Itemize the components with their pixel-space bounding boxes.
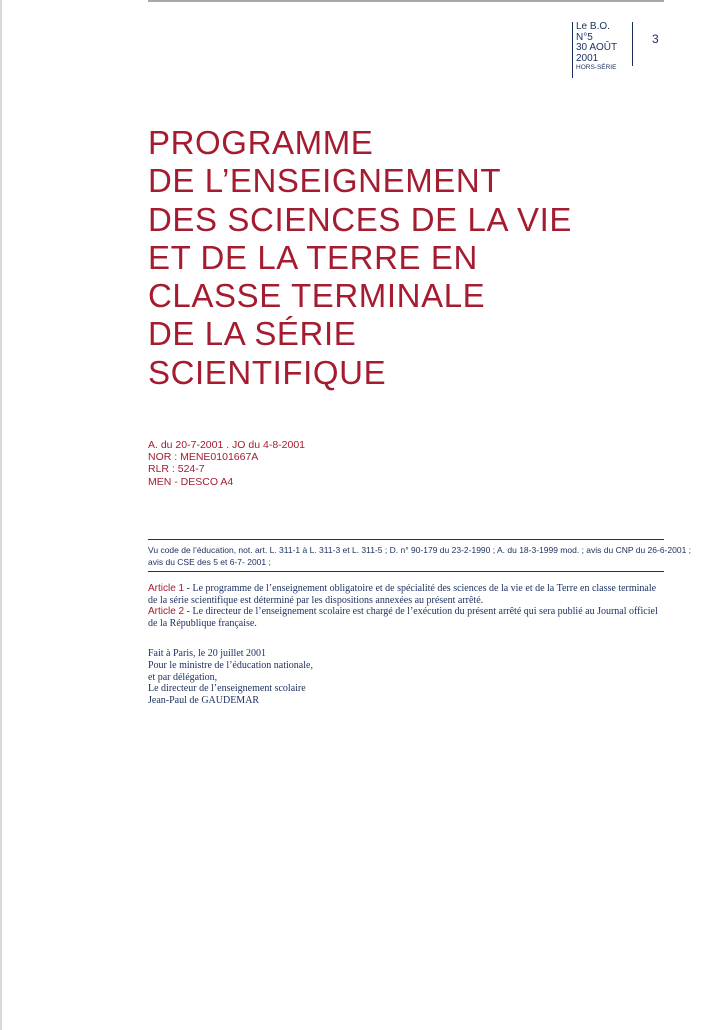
hors-serie-label: HORS-SÉRIE — [576, 64, 617, 72]
title-line: DE L’ENSEIGNEMENT — [148, 162, 502, 200]
title-line: PROGRAMME — [148, 124, 374, 161]
article-label: Article 2 — [148, 606, 185, 618]
reference-line: MEN - DESCO A4 — [148, 475, 234, 488]
visa-bottom-rule — [148, 571, 664, 572]
legal-references — [148, 439, 305, 488]
signature-line: Pour le ministre de l’éducation nationale, — [148, 659, 313, 671]
signature-line: Jean-Paul de GAUDEMAR — [148, 695, 260, 707]
title-line: DES SCIENCES DE LA VIE — [148, 200, 573, 238]
title-line: SCIENTIFIQUE — [148, 353, 387, 391]
top-rule — [148, 0, 664, 2]
visa-line: Vu code de l’éducation, not. art. L. 311-1 à L. 311-3 et L. 311-5 ; D. n° 90-179 du 23-2-1990 ; A. du 18-3-1999 mod. ; avis du CNP du 26-6-2001 ; — [148, 545, 692, 555]
title-line: DE LA SÉRIE — [148, 315, 357, 353]
signature-line: Le directeur de l’enseignement scolaire — [148, 683, 306, 695]
articles-block — [148, 583, 668, 630]
title-line: CLASSE TERMINALE — [148, 277, 486, 315]
bo-line: 2001 — [576, 52, 599, 64]
article-label: Article 1 — [148, 583, 185, 594]
visa-top-rule — [148, 539, 664, 540]
title-line: ET DE LA TERRE EN — [148, 238, 478, 276]
bo-line: Le B.O. — [576, 21, 610, 32]
page-number: 3 — [652, 32, 659, 46]
signature-block — [148, 648, 313, 707]
article-text: - Le directeur de l’enseignement scolaire est chargé de l’exécution du présent arrêté qui sera publié au Journal officiel de la République française. — [148, 606, 658, 630]
article-text: - Le programme de l’enseignement obligatoire et de spécialité des sciences de la vie et de la Terre en classe terminale de la série scientifique est déterminé par les dispositions annexées au présent arrêté. — [148, 583, 657, 606]
bo-line: N°5 — [576, 31, 593, 43]
visa-line: avis du CSE des 5 et 6-7- 2001 ; — [148, 557, 271, 567]
page-title — [148, 124, 572, 392]
signature-line: Fait à Paris, le 20 juillet 2001 — [148, 648, 267, 659]
bo-line: 30 AOÛT — [576, 42, 618, 54]
reference-line: NOR : MENE0101667A — [148, 451, 259, 464]
reference-line: RLR : 524-7 — [148, 463, 205, 476]
reference-line: A. du 20-7-2001 . JO du 4-8-2001 — [148, 439, 306, 451]
page-left-border — [0, 0, 2, 1030]
visa-block — [148, 544, 708, 568]
signature-line: et par délégation, — [148, 671, 218, 683]
article-2 — [148, 606, 668, 629]
header-separator — [632, 22, 633, 66]
bulletin-reference — [572, 22, 617, 78]
article-1 — [148, 583, 668, 606]
